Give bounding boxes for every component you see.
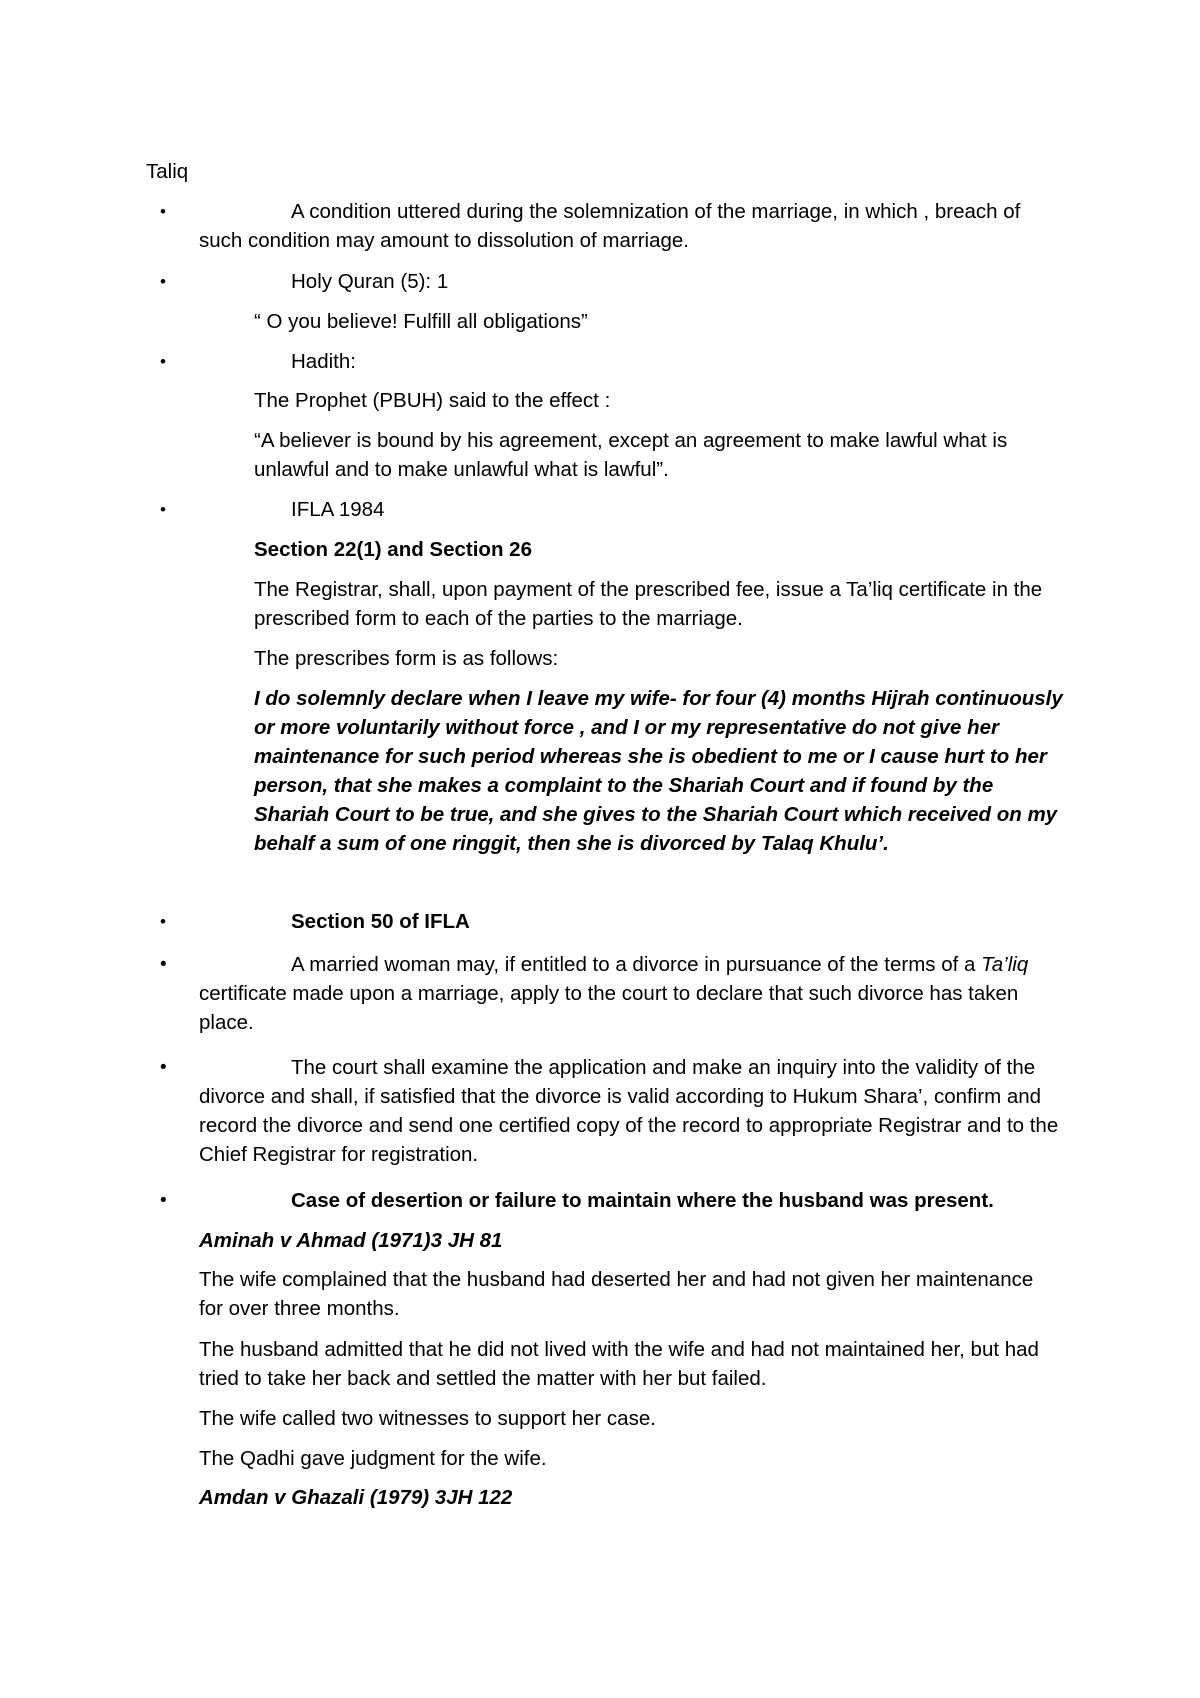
taliq-declaration: I do solemnly declare when I leave my wife- for four (4) months Hijrah continuously or more voluntarily without force , and I or my representative do not give her maintenance for such period whereas she is obedient to me or I cause hurt to her person, that she makes a complaint to the Shariah Court and if found by the Shariah Court to be true, and she gives to the Shariah Court which received on my behalf a sum of one ringgit, then she is divorced by Talaq Khulu’.	[254, 687, 1063, 855]
case-aminah-para-1: The wife complained that the husband had deserted her and had not given her maintenance for over three months.	[199, 1268, 1034, 1320]
case-aminah-name: Aminah v Ahmad (1971)3 JH 81	[199, 1229, 503, 1252]
ifla-heading: IFLA 1984	[291, 498, 385, 521]
bullet-icon: •	[160, 1057, 167, 1078]
bullet-icon: •	[160, 500, 166, 519]
section-22-heading: Section 22(1) and Section 26	[254, 538, 532, 561]
court-examination-text: The court shall examine the application and make an inquiry into the validity of the divorce and shall, if satisfied that the divorce is valid according to Hukum Shara’, confirm and record the divorce and send one certified copy of the record to appropriate Registrar and to the Chief Registrar for registration.	[199, 1056, 1059, 1166]
bullet-1-text: A condition uttered during the solemnization of the marriage, in which , breach of such condition may amount to dissolution of marriage.	[199, 200, 1021, 252]
case-aminah-para-2: The husband admitted that he did not lived with the wife and had not maintained her, but had tried to take her back and settled the matter with her but failed.	[199, 1338, 1039, 1390]
section-50-text-start: A married woman may, if entitled to a divorce in pursuance of the terms of a	[291, 953, 982, 976]
bullet-icon: •	[160, 352, 166, 371]
bullet-icon: •	[160, 1190, 167, 1211]
case-amdan-name: Amdan v Ghazali (1979) 3JH 122	[199, 1486, 513, 1509]
case-aminah-para-3: The wife called two witnesses to support her case.	[199, 1407, 656, 1430]
bullet-icon: •	[160, 272, 166, 291]
section-50-text-end: certificate made upon a marriage, apply to the court to declare that such divorce has taken place.	[199, 982, 1019, 1034]
prescribed-form-intro: The prescribes form is as follows:	[254, 647, 559, 670]
hadith-heading: Hadith:	[291, 350, 356, 373]
desertion-heading: Case of desertion or failure to maintain where the husband was present.	[291, 1189, 994, 1212]
quran-heading: Holy Quran (5): 1	[291, 270, 449, 293]
hadith-quote: “A believer is bound by his agreement, except an agreement to make lawful what is unlawful and to make unlawful what is lawful”.	[254, 429, 1008, 481]
taliq-term: Ta’liq	[981, 953, 1029, 976]
section-50-text	[199, 950, 1059, 1037]
bullet-icon: •	[160, 954, 167, 975]
page-title: Taliq	[146, 160, 189, 183]
hadith-intro: The Prophet (PBUH) said to the effect :	[254, 389, 611, 412]
bullet-icon: •	[160, 202, 166, 221]
bullet-icon: •	[160, 912, 166, 931]
registrar-paragraph: The Registrar, shall, upon payment of the prescribed fee, issue a Ta’liq certificate in the prescribed form to each of the parties to the marriage.	[254, 578, 1043, 630]
section-50-heading: Section 50 of IFLA	[291, 910, 470, 933]
case-aminah-para-4: The Qadhi gave judgment for the wife.	[199, 1447, 547, 1470]
quran-quote: “ O you believe! Fulfill all obligations”	[254, 310, 588, 333]
